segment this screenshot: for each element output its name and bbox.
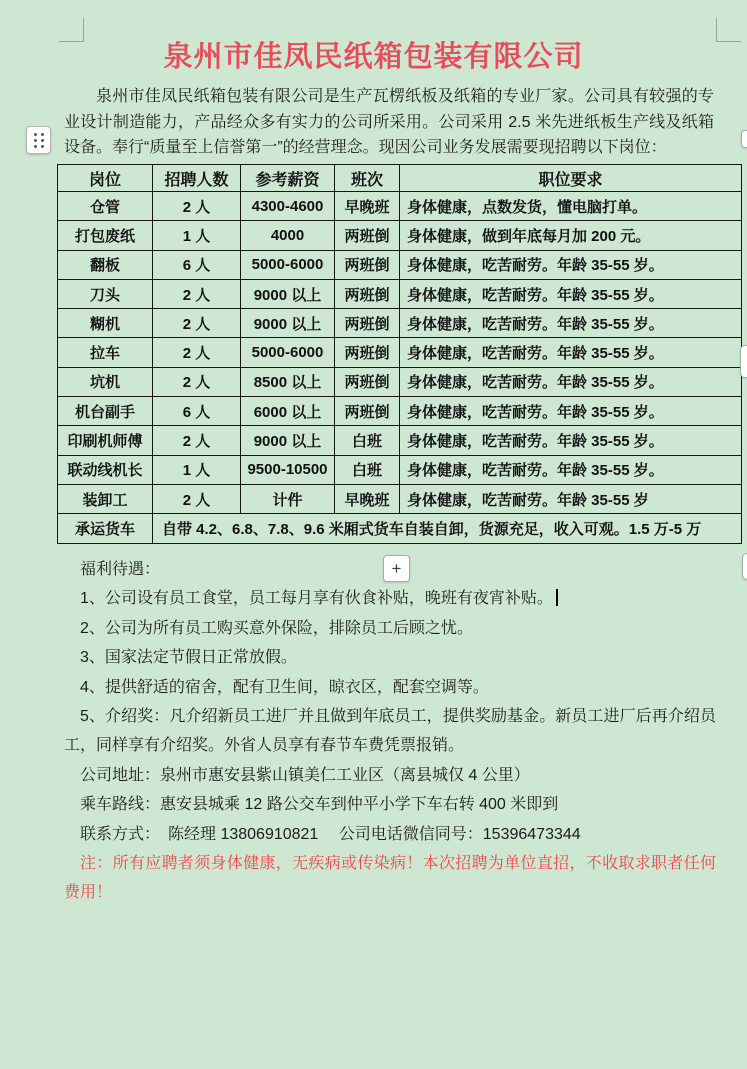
table-row [58,397,742,426]
table-cell: 6000 以上 [241,397,335,426]
jobs-table-header-cell: 班次 [335,165,400,192]
table-cell: 5000-6000 [241,338,335,367]
table-cell: 两班倒 [335,338,400,367]
jobs-table-header-cell: 招聘人数 [153,165,241,192]
table-cell: 刀头 [58,279,153,308]
table-cell: 9000 以上 [241,426,335,455]
table-cell: 2 人 [153,484,241,513]
notice-line: 注：所有应聘者须身体健康，无疾病或传染病！本次招聘为单位直招，不收取求职者任何费用！ [64,855,716,902]
edge-floating-button-middle[interactable] [740,345,747,378]
table-cell: 拉车 [58,338,153,367]
table-cell: 印刷机师傅 [58,426,153,455]
table-row [58,192,742,221]
table-cell: 糊机 [58,309,153,338]
table-cell: 身体健康，吃苦耐劳。年龄 35-55 岁。 [400,309,742,338]
table-cell: 6 人 [153,397,241,426]
table-cell: 两班倒 [335,367,400,396]
company-address-line: 公司地址：泉州市惠安县紫山镇美仁工业区（离县城仅 4 公里） [80,766,530,784]
jobs-table-header-cell: 岗位 [58,165,153,192]
table-row [58,338,742,367]
edge-floating-button-bottom[interactable] [742,553,747,580]
welfare-item-4: 4、提供舒适的宿舍，配有卫生间，晾衣区，配套空调等。 [80,678,489,696]
table-cell: 2 人 [153,338,241,367]
table-cell: 坑机 [58,367,153,396]
table-cell: 身体健康，做到年底每月加 200 元。 [400,221,742,250]
table-row [58,484,742,513]
table-row-freight [58,514,742,544]
text-cursor [556,589,558,606]
table-cell: 身体健康，吃苦耐劳。年龄 35-55 岁 [400,484,742,513]
table-cell: 身体健康，吃苦耐劳。年龄 35-55 岁。 [400,338,742,367]
table-cell: 2 人 [153,309,241,338]
body-text-block [64,555,716,908]
table-row [58,221,742,250]
table-cell: 两班倒 [335,309,400,338]
welfare-item-2: 2、公司为所有员工购买意外保险，排除员工后顾之忧。 [80,619,473,637]
table-cell: 两班倒 [335,397,400,426]
table-cell: 两班倒 [335,221,400,250]
table-cell: 2 人 [153,367,241,396]
table-cell: 联动线机长 [58,455,153,484]
table-cell: 两班倒 [335,250,400,279]
table-cell: 4000 [241,221,335,250]
table-cell: 身体健康，吃苦耐劳。年龄 35-55 岁。 [400,397,742,426]
welfare-item-3: 3、国家法定节假日正常放假。 [80,649,297,667]
table-cell: 机台副手 [58,397,153,426]
table-cell: 身体健康，吃苦耐劳。年龄 35-55 岁。 [400,250,742,279]
table-cell: 装卸工 [58,484,153,513]
table-cell: 身体健康，吃苦耐劳。年龄 35-55 岁。 [400,426,742,455]
table-cell: 打包废纸 [58,221,153,250]
welfare-item-5: 5、介绍奖：凡介绍新员工进厂并且做到年底员工，提供奖励基金。新员工进厂后再介绍员工，同样享有介绍奖。外省人员享有春节车费凭票报销。 [64,708,716,755]
jobs-table-header-cell: 参考薪资 [241,165,335,192]
table-cell: 2 人 [153,279,241,308]
table-cell: 早晚班 [335,484,400,513]
jobs-table-header [58,165,742,192]
table-cell: 2 人 [153,192,241,221]
table-cell: 白班 [335,426,400,455]
table-cell: 4300-4600 [241,192,335,221]
block-drag-handle[interactable] [26,126,51,154]
table-cell: 翻板 [58,250,153,279]
jobs-table [57,164,742,544]
table-cell: 白班 [335,455,400,484]
table-cell: 6 人 [153,250,241,279]
jobs-table-header-row [58,165,742,192]
page-title: 泉州市佳凤民纸箱包装有限公司 [163,41,584,73]
plus-icon: + [391,559,402,578]
table-cell: 身体健康，吃苦耐劳。年龄 35-55 岁。 [400,279,742,308]
jobs-table-body [58,192,742,514]
drag-dots-icon [34,133,44,148]
table-row [58,279,742,308]
table-cell: 5000-6000 [241,250,335,279]
table-cell: 1 人 [153,221,241,250]
table-row [58,250,742,279]
intro-paragraph: 泉州市佳凤民纸箱包装有限公司是生产瓦楞纸板及纸箱的专业厂家。公司具有较强的专业设计制造能力，产品经众多有实力的公司所采用。公司采用 2.5 米先进纸板生产线及纸箱设备。奉行“质量至上信誉第一”的经营理念。现因公司业务发展需要现招聘以下岗位： [64,88,714,157]
table-cell: 计件 [241,484,335,513]
edge-floating-button-top[interactable] [741,130,747,148]
table-cell: 身体健康，吃苦耐劳。年龄 35-55 岁。 [400,455,742,484]
table-row [58,455,742,484]
table-cell-freight-detail: 自带 4.2、6.8、7.8、9.6 米厢式货车自装自卸，货源充足，收入可观。1.5 万-5 万 [153,514,742,544]
table-cell: 9000 以上 [241,309,335,338]
table-row [58,367,742,396]
welfare-heading: 福利待遇： [80,561,161,578]
table-cell: 9500-10500 [241,455,335,484]
table-cell: 2 人 [153,426,241,455]
contact-phone-line: 联系方式： 陈经理 13806910821 公司电话微信同号：15396473344 [80,825,581,843]
jobs-table-header-cell: 职位要求 [400,165,742,192]
table-row [58,426,742,455]
welfare-item-1: 1、公司设有员工食堂，员工每月享有伙食补贴，晚班有夜宵补贴。 [64,584,716,613]
bus-route-line: 乘车路线：惠安县城乘 12 路公交车到仲平小学下车右转 400 米即到 [80,796,559,814]
table-cell: 两班倒 [335,279,400,308]
table-cell: 9000 以上 [241,279,335,308]
table-cell: 早晚班 [335,192,400,221]
table-row [58,309,742,338]
table-cell: 身体健康，点数发货，懂电脑打单。 [400,192,742,221]
table-cell: 1 人 [153,455,241,484]
table-cell-position: 承运货车 [58,514,153,544]
table-cell: 仓管 [58,192,153,221]
table-cell: 身体健康，吃苦耐劳。年龄 35-55 岁。 [400,367,742,396]
table-cell: 8500 以上 [241,367,335,396]
